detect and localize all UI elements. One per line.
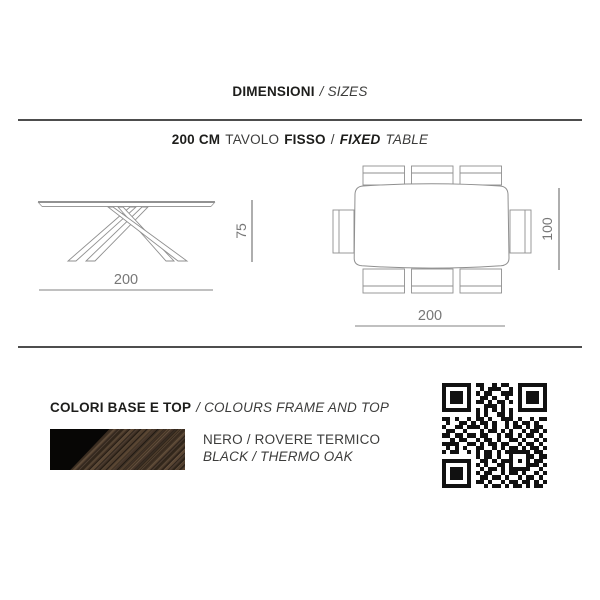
frame-color-black [50,429,185,470]
divider-middle [18,346,582,348]
finish-label-en: BLACK / THERMO OAK [203,448,353,464]
sizes-title-it: DIMENSIONI [232,84,315,99]
height-dimension [233,200,252,262]
tabletop-profile [38,202,215,207]
colors-title-en: / COLOURS FRAME AND TOP [196,400,390,415]
table-top-view-drawing [330,160,575,335]
finish-label-it: NERO / ROVERE TERMICO [203,432,381,447]
subtitle-table: TABLE [385,132,429,147]
table-side-view-drawing [30,193,265,298]
subtitle-fisso: FISSO [284,132,326,147]
colors-section-title [50,400,389,415]
qr-code [442,383,547,488]
finish-labels [203,432,380,465]
colors-title-it: COLORI BASE E TOP [50,400,192,415]
sizes-section-title [0,84,600,99]
width-dimension-label: 200 [113,272,139,288]
width-dimension [39,272,213,290]
divider-top [18,119,582,121]
subtitle-slash: / [330,132,335,147]
depth-dimension-label: 100 [539,217,555,241]
table-subtitle [0,132,600,147]
subtitle-tavolo: TAVOLO [225,132,280,147]
depth-dimension [539,188,559,270]
crossed-legs [68,207,187,261]
plan-width-dimension-label: 200 [417,308,443,324]
subtitle-size: 200 CM [171,132,221,147]
tabletop-plan [354,184,509,268]
subtitle-fixed: FIXED [339,132,381,147]
sizes-title-en: / SIZES [319,84,368,99]
plan-width-dimension [355,308,505,326]
height-dimension-label: 75 [233,223,249,239]
finish-swatch [50,429,185,470]
